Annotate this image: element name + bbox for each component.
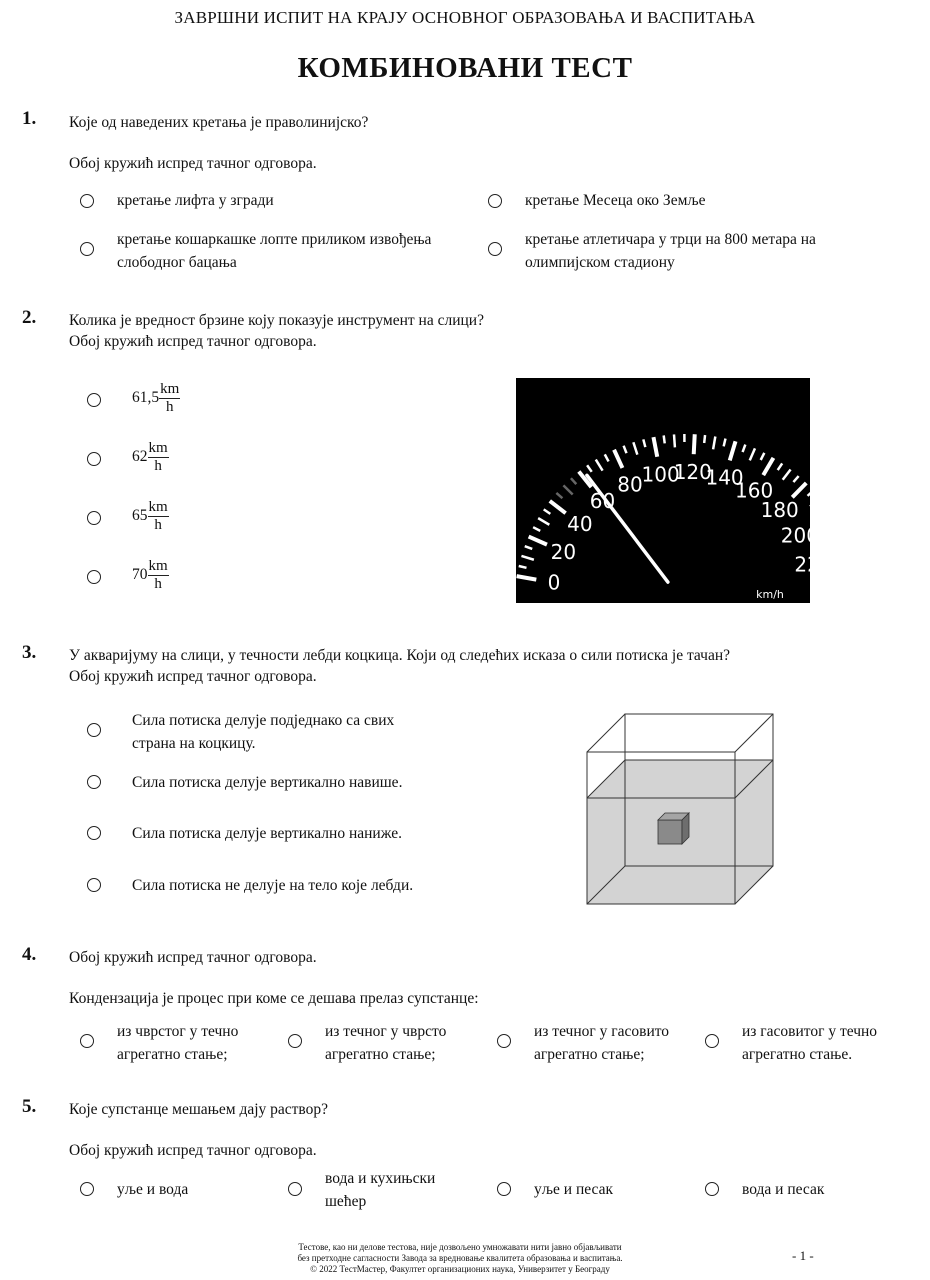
q2-option-1-label <box>132 381 180 416</box>
speedometer-tick <box>694 434 695 454</box>
floating-cube <box>658 813 689 844</box>
speedometer-label: 140 <box>705 465 744 490</box>
speedometer-image <box>516 378 833 603</box>
q4-option-2-label: из течног у чврсто агрегатно стање; <box>325 1023 447 1063</box>
q2-instruction: Обој кружић испред тачног одговора. <box>69 333 317 350</box>
speedometer-tick <box>810 498 820 506</box>
q1-option-2-label: кретање Месеца око Земље <box>525 192 706 209</box>
q5-question: Које супстанце мешањем дају раствор? <box>69 1101 329 1118</box>
speedometer-label: 40 <box>567 512 593 537</box>
speedometer-unit: km/h <box>756 588 784 601</box>
q1-option-4-radio[interactable] <box>488 242 502 256</box>
unit-denominator: h <box>154 517 162 533</box>
footer-line-2: без претходне сагласности Завода за вредновање квалитета образовања и васпитања. <box>297 1253 623 1263</box>
unit-numerator: km <box>148 558 168 574</box>
q3-question: У акваријуму на слици, у течности лебди коцкица. Који од следећих исказа о сили потиска је тачан? <box>69 647 731 664</box>
q1-option-3-radio[interactable] <box>80 242 94 256</box>
unit-fraction <box>148 558 169 593</box>
unit-denominator: h <box>154 458 162 474</box>
unit-numerator: km <box>160 381 180 397</box>
q3-option-4-label: Сила потиска не делује на тело које лебди. <box>132 877 414 894</box>
speedometer-label: 0 <box>547 570 561 595</box>
q2-option-2-label <box>132 440 169 475</box>
q2-option-1-radio[interactable] <box>87 393 101 407</box>
q5-option-3-radio[interactable] <box>497 1182 511 1196</box>
unit-numerator: km <box>148 499 168 515</box>
q3-number: 3. <box>22 642 37 663</box>
page-title: КОМБИНОВАНИ ТЕСТ <box>297 52 633 84</box>
q1-number: 1. <box>22 108 37 129</box>
q5-option-4-radio[interactable] <box>705 1182 719 1196</box>
q2-option-1-value: 61,5 <box>132 389 160 407</box>
q4-number: 4. <box>22 944 37 965</box>
unit-fraction <box>159 381 180 416</box>
speedometer-tick <box>830 534 842 539</box>
exam-header: ЗАВРШНИ ИСПИТ НА КРАЈУ ОСНОВНОГ ОБРАЗОВАЊА И ВАСПИТАЊА <box>174 8 756 27</box>
q5-number: 5. <box>22 1096 37 1117</box>
q2-option-4-value: 70 <box>132 566 148 584</box>
speedometer-tick <box>664 435 665 443</box>
q5-option-2-label: вода и кухињски шећер <box>325 1170 436 1210</box>
q3-option-4-radio[interactable] <box>87 878 101 892</box>
q1-instruction: Обој кружић испред тачног одговора. <box>69 155 317 172</box>
aquarium-image <box>583 710 779 910</box>
q2-option-2-value: 62 <box>132 448 148 466</box>
q3-instruction: Обој кружић испред тачног одговора. <box>69 668 317 685</box>
q4-option-4-label: из гасовитог у течно агрегатно стање. <box>742 1023 878 1063</box>
q1-option-1-label: кретање лифта у згради <box>117 192 274 209</box>
q1-option-1-radio[interactable] <box>80 194 94 208</box>
speedometer-label: 220 <box>794 552 833 577</box>
speedometer-label: 20 <box>550 539 577 564</box>
speedometer-label: 200 <box>780 523 819 548</box>
q2-option-3-value: 65 <box>132 507 148 525</box>
speedometer-tick <box>674 434 675 447</box>
q2-option-4-label <box>132 558 169 593</box>
q5-option-2-radio[interactable] <box>288 1182 302 1196</box>
q5-instruction: Обој кружић испред тачног одговора. <box>69 1142 317 1159</box>
q5-option-1-radio[interactable] <box>80 1182 94 1196</box>
q3-option-3-label: Сила потиска делује вертикално наниже. <box>132 825 402 842</box>
speedometer-label: 120 <box>673 460 712 485</box>
q4-instruction: Обој кружић испред тачног одговора. <box>69 949 317 966</box>
speedometer-tick <box>839 543 846 546</box>
q4-question: Кондензација је процес при коме се дешава прелаз супстанце: <box>69 990 479 1007</box>
q4-option-1-radio[interactable] <box>80 1034 94 1048</box>
speedometer-tick <box>831 553 850 559</box>
q2-option-3-label <box>132 499 169 534</box>
q2-option-3-radio[interactable] <box>87 511 101 525</box>
q2-number: 2. <box>22 307 37 328</box>
q3-option-1-radio[interactable] <box>87 723 101 737</box>
q4-option-2-radio[interactable] <box>288 1034 302 1048</box>
footer-line-1: Тестове, као ни делове тестова, није дозвољено умножавати нити јавно објављивати <box>298 1242 622 1252</box>
q1-question: Које од наведених кретања је праволинијско? <box>69 114 369 131</box>
unit-denominator: h <box>165 399 174 415</box>
q1-option-4-label: кретање атлетичара у трци на 800 метара на олимпијском стадиону <box>525 231 816 271</box>
q4-option-3-radio[interactable] <box>497 1034 511 1048</box>
q3-option-2-radio[interactable] <box>87 775 101 789</box>
unit-numerator: km <box>148 440 168 456</box>
q3-option-2-label: Сила потиска делује вертикално навише. <box>132 774 403 791</box>
speedometer-tick <box>704 435 705 443</box>
footer-line-3: © 2022 ТестМастер, Факултет организационих наука, Универзитет у Београду <box>310 1264 610 1274</box>
page-number: - 1 - <box>792 1248 814 1263</box>
q2-option-2-radio[interactable] <box>87 452 101 466</box>
unit-fraction <box>148 499 169 534</box>
q5-option-3-label: уље и песак <box>534 1181 613 1198</box>
speedometer-label: 60 <box>589 489 616 514</box>
q3-option-1-label: Сила потиска делује подједнако са свих страна на коцкицу. <box>132 712 395 752</box>
q5-option-1-label: уље и вода <box>117 1181 189 1198</box>
q4-option-3-label: из течног у гасовито агрегатно стање; <box>534 1023 670 1063</box>
aquarium-liquid-front <box>587 798 735 904</box>
q3-option-3-radio[interactable] <box>87 826 101 840</box>
q2-option-4-radio[interactable] <box>87 570 101 584</box>
q5-option-4-label: вода и песак <box>742 1181 825 1198</box>
q4-option-1-label: из чврстог у течно агрегатно стање; <box>117 1023 239 1063</box>
speedometer-tick <box>830 524 837 528</box>
q1-option-2-radio[interactable] <box>488 194 502 208</box>
unit-fraction <box>148 440 169 475</box>
q4-option-4-radio[interactable] <box>705 1034 719 1048</box>
speedometer-label: 100 <box>641 462 680 487</box>
copyright-footer <box>215 1242 705 1275</box>
speedometer-label: 160 <box>735 478 774 503</box>
unit-denominator: h <box>154 576 162 592</box>
q2-question: Колика је вредност брзине коју показује инструмент на слици? <box>69 312 484 329</box>
speedometer-label: 80 <box>617 472 643 497</box>
q1-option-3-label: кретање кошаркашке лопте приликом извођења слободног бацања <box>117 231 432 271</box>
speedometer-tick <box>820 507 827 512</box>
speedometer-label: 180 <box>760 498 799 523</box>
